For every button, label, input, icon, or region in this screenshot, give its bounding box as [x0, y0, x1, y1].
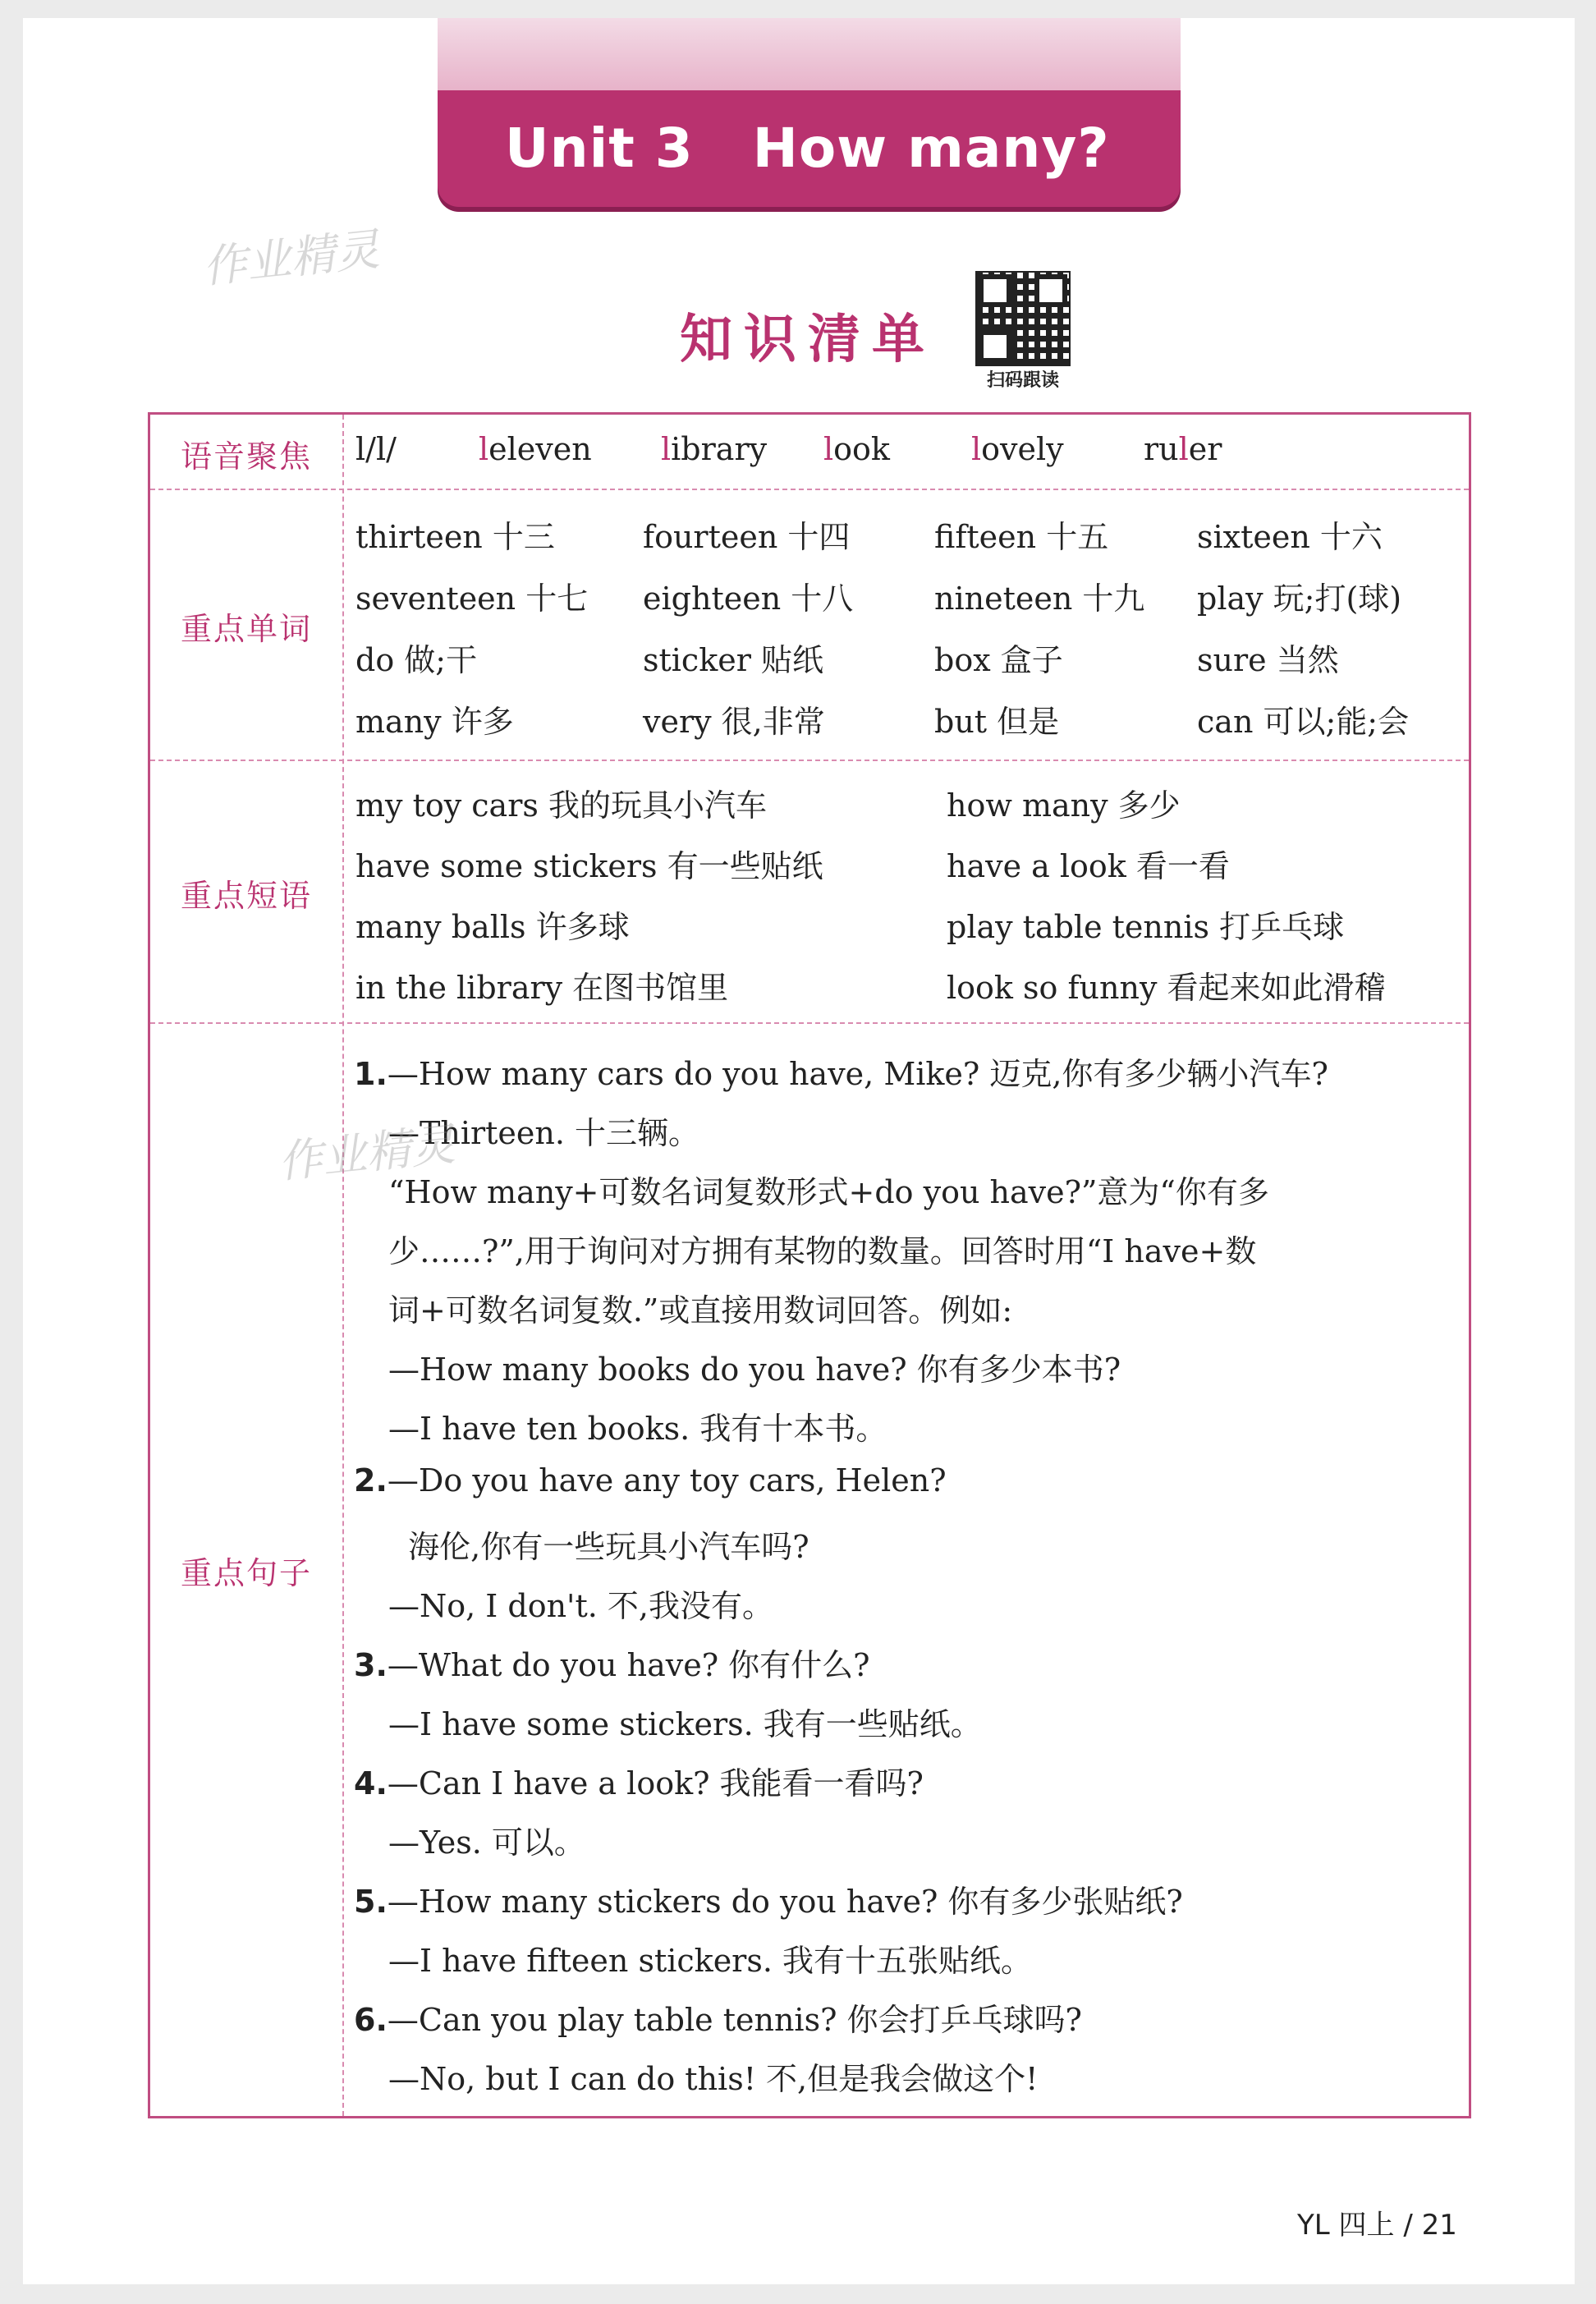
sentence-line: 少……?”,用于询问对方拥有某物的数量。回答时用“I have+数 [388, 1233, 1257, 1269]
word-item: can 可以;能;会 [1197, 704, 1410, 740]
sentence-line: —I have fifteen stickers. 我有十五张贴纸。 [388, 1943, 1033, 1979]
phrase-item: how many 多少 [947, 787, 1181, 824]
sentence-line: 4.—Can I have a look? 我能看一看吗? [354, 1765, 924, 1801]
row-divider [150, 489, 1469, 490]
phonics-label: 语音聚焦 [180, 438, 312, 475]
word-item: sixteen 十六 [1197, 519, 1383, 555]
page [23, 18, 1575, 2284]
banner-top-strip [438, 18, 1181, 92]
word-item: very 很,非常 [643, 704, 825, 740]
sentences-label: 重点句子 [180, 1555, 312, 1591]
sentence-line: —How many books do you have? 你有多少本书? [388, 1352, 1121, 1388]
sentence-line: —I have some stickers. 我有一些贴纸。 [388, 1706, 982, 1742]
phrases-label: 重点短语 [180, 878, 312, 914]
word-item: fourteen 十四 [643, 519, 851, 555]
row-divider [150, 760, 1469, 761]
phrase-item: play table tennis 打乒乓球 [947, 909, 1345, 945]
phonics-word: library [661, 431, 768, 467]
sentence-line: 词+可数名词复数.”或直接用数词回答。例如: [388, 1292, 1013, 1329]
phonics-word: ruler [1144, 431, 1222, 467]
word-item: seventeen 十七 [355, 581, 589, 617]
sentence-line: —Yes. 可以。 [388, 1824, 585, 1861]
word-item: eighteen 十八 [643, 581, 854, 617]
qr-code-icon[interactable] [975, 271, 1071, 366]
watermark-middle: 作业精灵 [275, 1118, 458, 1189]
sentence-line: 3.—What do you have? 你有什么? [354, 1647, 870, 1683]
column-divider [342, 415, 344, 2116]
sentence-line: —No, I don't. 不,我没有。 [388, 1588, 774, 1624]
word-item: fifteen 十五 [934, 519, 1109, 555]
word-item: sure 当然 [1197, 642, 1339, 678]
phrase-item: my toy cars 我的玩具小汽车 [355, 787, 767, 824]
word-item: nineteen 十九 [934, 581, 1145, 617]
sentence-line: —I have ten books. 我有十本书。 [388, 1411, 887, 1447]
phonics-word: lovely [971, 431, 1064, 467]
knowledge-table [148, 412, 1471, 2118]
words-label: 重点单词 [180, 611, 312, 647]
word-item: many 许多 [355, 704, 514, 740]
sentence-line: —Thirteen. 十三辆。 [388, 1115, 700, 1151]
word-item: play 玩;打(球) [1197, 581, 1402, 617]
unit-banner [438, 18, 1181, 215]
watermark-top: 作业精灵 [200, 223, 383, 294]
phrase-item: many balls 许多球 [355, 909, 630, 945]
section-title: 知识清单 [680, 310, 936, 370]
phrase-item: in the library 在图书馆里 [355, 970, 729, 1006]
phrase-item: look so funny 看起来如此滑稽 [947, 970, 1386, 1006]
word-item: box 盒子 [934, 642, 1063, 678]
page-footer: YL 四上 / 21 [1297, 2209, 1457, 2242]
word-item: thirteen 十三 [355, 519, 555, 555]
sentence-line: 6.—Can you play table tennis? 你会打乒乓球吗? [354, 2002, 1082, 2038]
word-item: but 但是 [934, 704, 1060, 740]
phrase-item: have some stickers 有一些贴纸 [355, 848, 823, 884]
phonics-word: look [823, 431, 890, 467]
phonics-word: leleven [479, 431, 592, 467]
sentence-line: 5.—How many stickers do you have? 你有多少张贴纸? [354, 1884, 1183, 1920]
phonics-sound: l/l/ [355, 431, 397, 467]
sentence-line: 海伦,你有一些玩具小汽车吗? [388, 1529, 809, 1565]
word-item: sticker 贴纸 [643, 642, 823, 678]
qr-label: 扫码跟读 [986, 370, 1059, 391]
sentence-line: “How many+可数名词复数形式+do you have?”意为“你有多 [388, 1174, 1269, 1210]
sentence-line: 2.—Do you have any toy cars, Helen? [354, 1462, 947, 1499]
word-item: do 做;干 [355, 642, 478, 678]
phrase-item: have a look 看一看 [947, 848, 1230, 884]
sentence-line: 1.—How many cars do you have, Mike? 迈克,你有多少辆小汽车? [354, 1056, 1328, 1092]
sentence-line: —No, but I can do this! 不,但是我会做这个! [388, 2061, 1039, 2097]
row-divider [150, 1022, 1469, 1024]
unit-title: Unit 3 How many? [505, 117, 1110, 180]
